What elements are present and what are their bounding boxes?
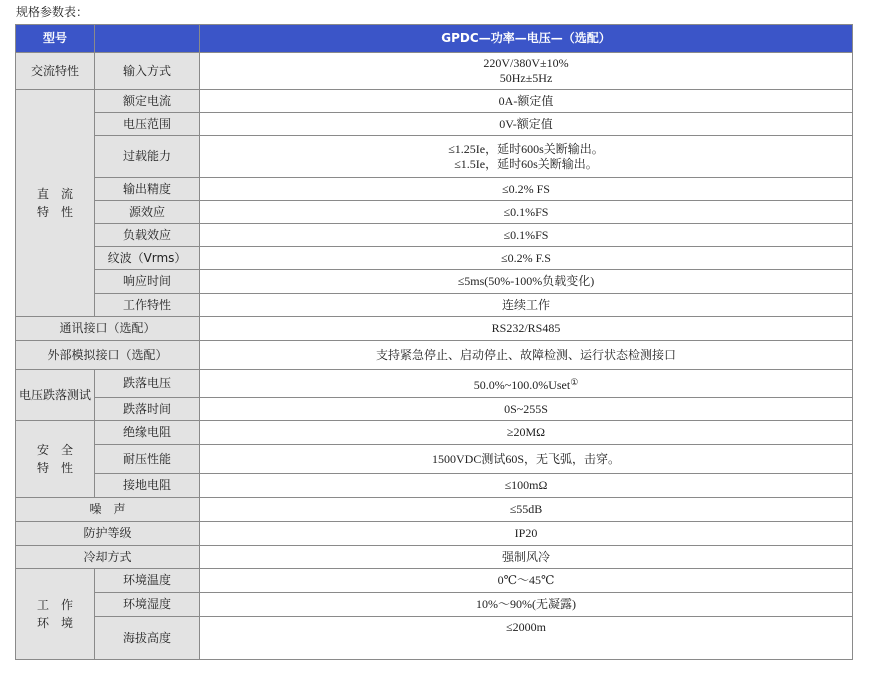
value-line: ≤1.25Ie，延时600s关断输出。 (448, 141, 604, 156)
group-environment-line1: 工 作 (36, 598, 73, 612)
label-load-effect: 负载效应 (95, 224, 200, 247)
table-row (16, 317, 853, 341)
group-dip-test: 电压跌落测试 (16, 370, 95, 421)
table-row (16, 546, 853, 569)
value-line: ≤1.5Ie，延时60s关断输出。 (454, 156, 598, 171)
value-working-mode: 连续工作 (200, 294, 853, 317)
group-safety-line2: 特 性 (36, 461, 73, 475)
label-protection: 防护等级 (16, 522, 200, 546)
value-text: 50.0%~100.0%Uset (473, 377, 571, 392)
label-cooling: 冷却方式 (16, 546, 200, 569)
table-row (16, 474, 853, 498)
value-voltage-range: 0V-额定值 (200, 113, 853, 136)
label-voltage-range: 电压范围 (95, 113, 200, 136)
spec-table (15, 24, 853, 660)
label-temperature: 环境温度 (95, 569, 200, 593)
header-row (16, 25, 853, 53)
label-analog-interface: 外部模拟接口（选配） (16, 341, 200, 370)
value-withstand: 1500VDC测试60S，无飞弧，击穿。 (200, 445, 853, 474)
footnote-mark: ① (570, 376, 579, 387)
table-caption: 规格参数表： (16, 5, 89, 19)
value-ground: ≤100mΩ (200, 474, 853, 498)
table-row (16, 398, 853, 421)
value-comm-interface: RS232/RS485 (200, 317, 853, 341)
value-source-effect: ≤0.1%FS (200, 201, 853, 224)
value-line: 220V/380V±10% (483, 56, 569, 70)
label-comm-interface: 通讯接口（选配） (16, 317, 200, 341)
table-row (16, 270, 853, 294)
table-row (16, 445, 853, 474)
value-line: 50Hz±5Hz (499, 71, 553, 85)
value-response-time: ≤5ms(50%-100%负载变化) (200, 270, 853, 294)
label-dip-voltage: 跌落电压 (95, 370, 200, 398)
header-model-code: GPDC—功率—电压—（选配） (200, 25, 853, 53)
table-row (16, 498, 853, 522)
table-row (16, 178, 853, 201)
group-environment (16, 569, 95, 660)
table-row (16, 53, 853, 90)
value-protection: IP20 (200, 522, 853, 546)
value-overload (200, 136, 853, 178)
header-blank (95, 25, 200, 53)
value-dip-voltage (200, 370, 853, 398)
label-response-time: 响应时间 (95, 270, 200, 294)
label-rated-current: 额定电流 (95, 90, 200, 113)
table-row (16, 294, 853, 317)
label-noise: 噪 声 (16, 498, 200, 522)
table-row (16, 421, 853, 445)
value-dip-time: 0S~255S (200, 398, 853, 421)
table-row (16, 224, 853, 247)
group-ac: 交流特性 (16, 53, 95, 90)
value-insulation: ≥20MΩ (200, 421, 853, 445)
table-row (16, 341, 853, 370)
label-working-mode: 工作特性 (95, 294, 200, 317)
table-row (16, 136, 853, 178)
value-temperature: 0℃～45℃ (200, 569, 853, 593)
value-cooling: 强制风冷 (200, 546, 853, 569)
value-ripple: ≤0.2% F.S (200, 247, 853, 270)
table-row (16, 247, 853, 270)
table-row (16, 593, 853, 617)
table-row (16, 522, 853, 546)
value-altitude: ≤2000m (200, 617, 853, 660)
label-input-mode: 输入方式 (95, 53, 200, 90)
label-ground: 接地电阻 (95, 474, 200, 498)
table-row (16, 113, 853, 136)
group-safety (16, 421, 95, 498)
label-humidity: 环境湿度 (95, 593, 200, 617)
group-safety-line1: 安 全 (36, 443, 73, 457)
table-row (16, 569, 853, 593)
value-rated-current: 0A-额定值 (200, 90, 853, 113)
group-dc-line2: 特 性 (36, 205, 73, 219)
group-dc-line1: 直 流 (36, 187, 73, 201)
label-output-accuracy: 输出精度 (95, 178, 200, 201)
value-noise: ≤55dB (200, 498, 853, 522)
table-row (16, 370, 853, 398)
value-output-accuracy: ≤0.2% FS (200, 178, 853, 201)
label-dip-time: 跌落时间 (95, 398, 200, 421)
label-overload: 过载能力 (95, 136, 200, 178)
label-altitude: 海拔高度 (95, 617, 200, 660)
value-analog-interface: 支持紧急停止、启动停止、故障检测、运行状态检测接口 (200, 341, 853, 370)
value-load-effect: ≤0.1%FS (200, 224, 853, 247)
table-row (16, 90, 853, 113)
table-row (16, 617, 853, 660)
label-withstand: 耐压性能 (95, 445, 200, 474)
value-humidity: 10%～90%(无凝露) (200, 593, 853, 617)
label-source-effect: 源效应 (95, 201, 200, 224)
group-environment-line2: 环 境 (36, 616, 73, 630)
header-model: 型号 (16, 25, 95, 53)
group-dc (16, 90, 95, 317)
label-insulation: 绝缘电阻 (95, 421, 200, 445)
value-input-mode (200, 53, 853, 90)
table-row (16, 201, 853, 224)
label-ripple: 纹波（Vrms） (95, 247, 200, 270)
